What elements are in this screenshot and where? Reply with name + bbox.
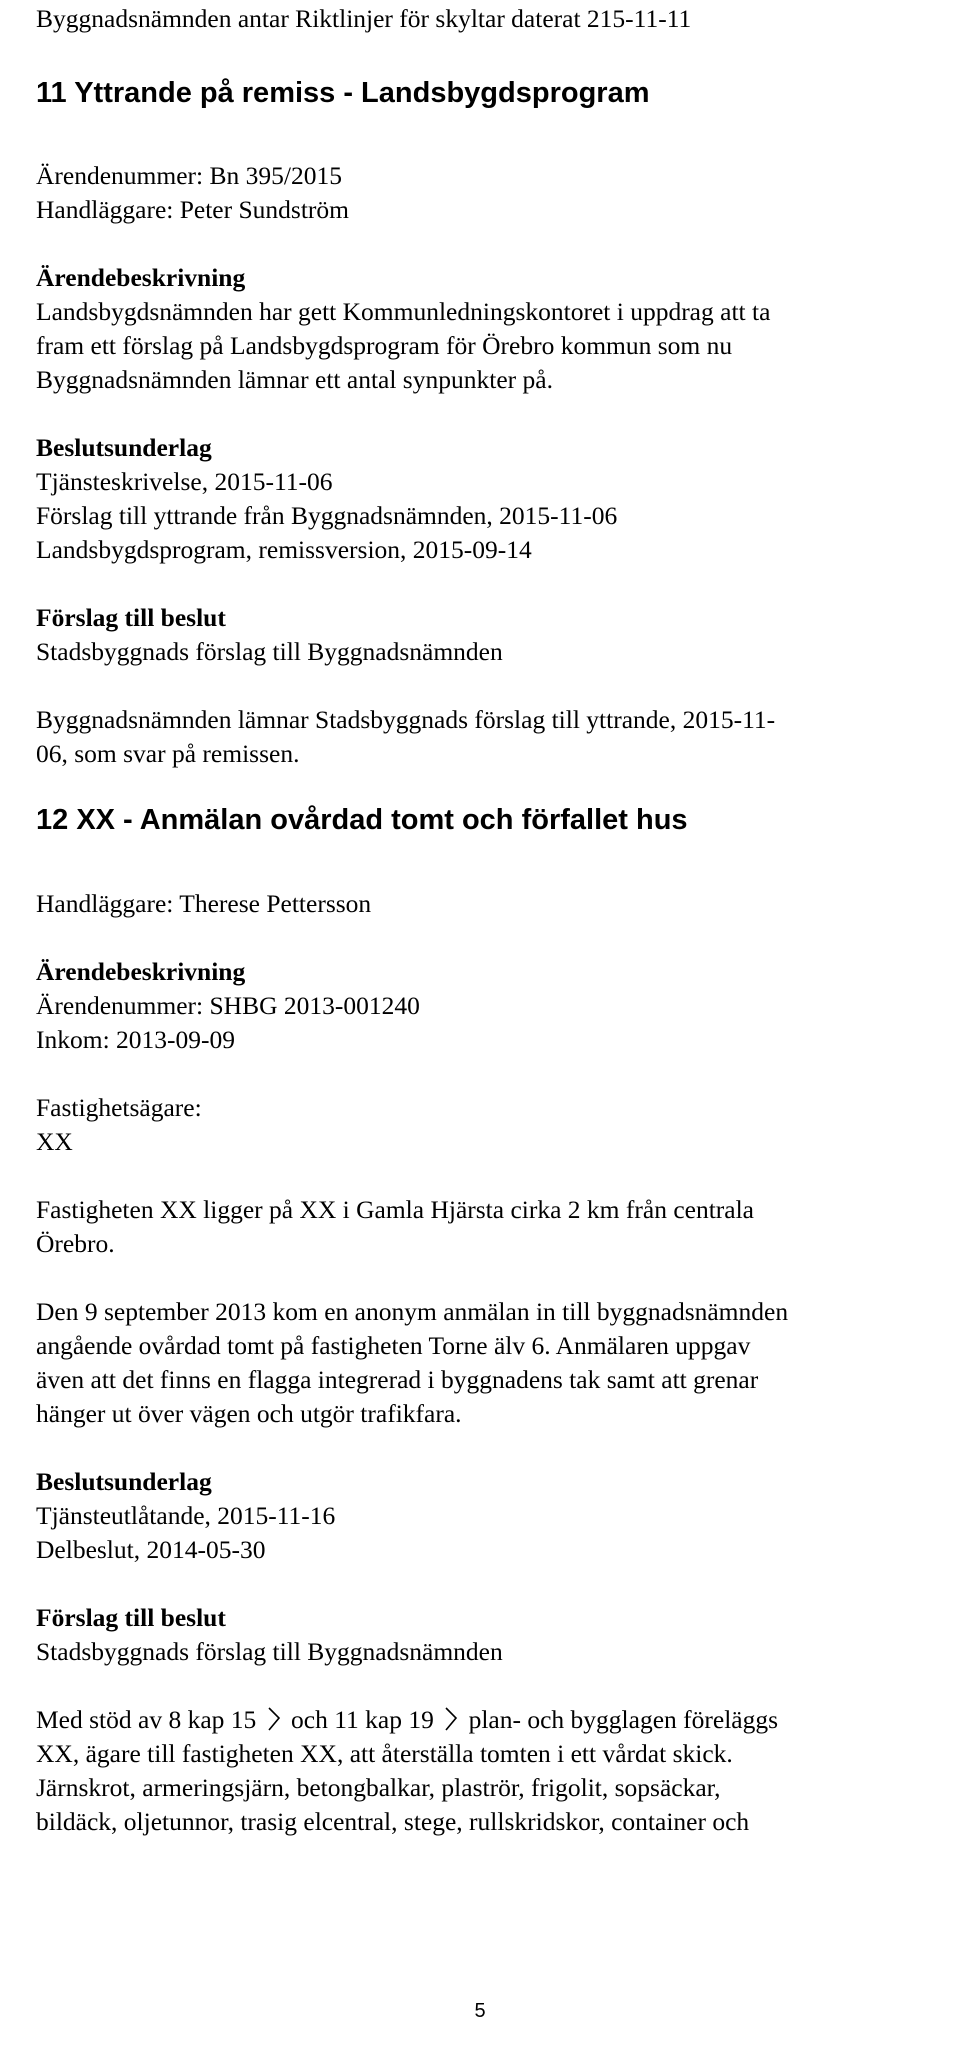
item11-beskrivning-line: Landsbygdsnämnden har gett Kommunledningskontoret i uppdrag att ta	[36, 297, 771, 326]
item12-arendenummer: Ärendenummer: SHBG 2013-001240	[36, 991, 420, 1020]
item12-underlag-item: Delbeslut, 2014-05-30	[36, 1535, 266, 1564]
item12-title: 12 XX - Anmälan ovårdad tomt och förfallet hus	[36, 804, 688, 836]
beslut-text-part: plan- och bygglagen föreläggs	[468, 1705, 779, 1734]
item12-beskrivning-heading: Ärendebeskrivning	[36, 957, 246, 986]
item12-anmalan-text: angående ovårdad tomt på fastigheten Torne älv 6. Anmälaren uppgav	[36, 1331, 751, 1360]
item12-inkom: Inkom: 2013-09-09	[36, 1025, 236, 1054]
item12-beslut-text: XX, ägare till fastigheten XX, att återställa tomten i ett vårdat skick.	[36, 1739, 733, 1768]
item11-underlag-item: Tjänsteskrivelse, 2015-11-06	[36, 467, 333, 496]
item11-underlag-item: Landsbygdsprogram, remissversion, 2015-09-14	[36, 535, 532, 564]
section-sign-icon	[267, 1704, 281, 1734]
item11-forslag-sub: Stadsbyggnads förslag till Byggnadsnämnden	[36, 637, 503, 666]
item11-forslag-text: 06, som svar på remissen.	[36, 739, 300, 768]
item12-fastighet-text: Fastigheten XX ligger på XX i Gamla Hjärsta cirka 2 km från centrala	[36, 1195, 754, 1224]
item11-handlaggare: Handläggare: Peter Sundström	[36, 195, 350, 224]
item11-beskrivning-line: fram ett förslag på Landsbygdsprogram för Örebro kommun som nu	[36, 331, 733, 360]
item11-forslag-heading: Förslag till beslut	[36, 603, 226, 632]
item12-forslag-heading: Förslag till beslut	[36, 1603, 226, 1632]
item12-fastighetsagare-value: XX	[36, 1127, 73, 1156]
item11-beskrivning-line: Byggnadsnämnden lämnar ett antal synpunkter på.	[36, 365, 553, 394]
header-line: Byggnadsnämnden antar Riktlinjer för skyltar daterat 215-11-11	[36, 4, 692, 33]
section-sign-icon	[444, 1704, 458, 1734]
item12-beslut-text: Järnskrot, armeringsjärn, betongbalkar, plaströr, frigolit, sopsäckar,	[36, 1773, 721, 1802]
item12-underlag-item: Tjänsteutlåtande, 2015-11-16	[36, 1501, 336, 1530]
item12-anmalan-text: hänger ut över vägen och utgör trafikfara.	[36, 1399, 462, 1428]
item12-fastighetsagare-label: Fastighetsägare:	[36, 1093, 202, 1122]
item12-beslut-line1	[36, 1703, 778, 1737]
item12-forslag-sub: Stadsbyggnads förslag till Byggnadsnämnden	[36, 1637, 503, 1666]
item11-beskrivning-heading: Ärendebeskrivning	[36, 263, 246, 292]
beslut-text-part: Med stöd av 8 kap 15	[36, 1705, 257, 1734]
item12-beslut-text: bildäck, oljetunnor, trasig elcentral, stege, rullskridskor, container och	[36, 1807, 750, 1836]
item11-forslag-text: Byggnadsnämnden lämnar Stadsbyggnads förslag till yttrande, 2015-11-	[36, 705, 776, 734]
beslut-text-part: och 11 kap 19	[291, 1705, 434, 1734]
item12-anmalan-text: även att det finns en flagga integrerad i byggnadens tak samt att grenar	[36, 1365, 759, 1394]
item11-arendenummer: Ärendenummer: Bn 395/2015	[36, 161, 342, 190]
item11-title: 11 Yttrande på remiss - Landsbygdsprogram	[36, 77, 650, 109]
page-number: 5	[474, 2000, 486, 2022]
item12-underlag-heading: Beslutsunderlag	[36, 1467, 212, 1496]
item12-fastighet-text: Örebro.	[36, 1229, 115, 1258]
item11-underlag-item: Förslag till yttrande från Byggnadsnämnden, 2015-11-06	[36, 501, 618, 530]
item12-anmalan-text: Den 9 september 2013 kom en anonym anmälan in till byggnadsnämnden	[36, 1297, 789, 1326]
item12-handlaggare: Handläggare: Therese Pettersson	[36, 889, 372, 918]
item11-underlag-heading: Beslutsunderlag	[36, 433, 212, 462]
